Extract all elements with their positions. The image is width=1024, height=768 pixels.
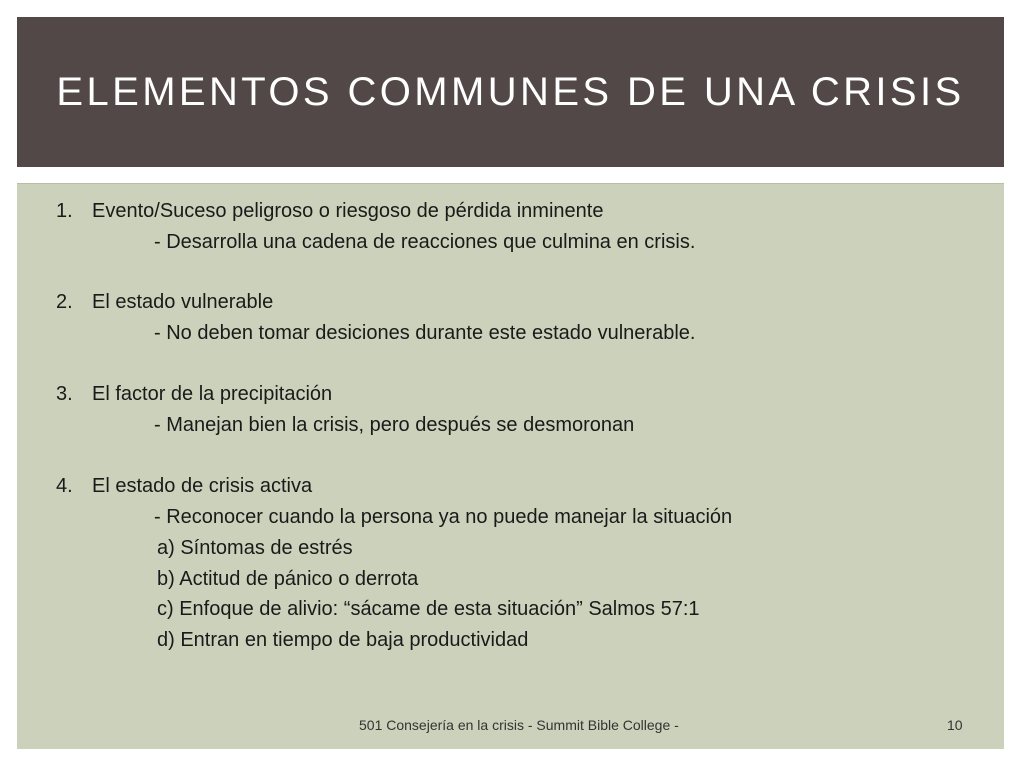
item-number: 1. [56, 200, 73, 222]
item-heading: El factor de la precipitación [92, 383, 333, 405]
item-detail: - Reconocer cuando la persona ya no puede manejar la situación [154, 506, 733, 528]
page-number: 10 [947, 717, 963, 733]
item-number: 2. [56, 291, 73, 313]
content-box [17, 183, 1004, 749]
item-number: 3. [56, 383, 73, 405]
item-number: 4. [56, 475, 73, 497]
item-detail: - Desarrolla una cadena de reacciones que culmina en crisis. [154, 231, 696, 253]
item-subpoint: b) Actitud de pánico o derrota [157, 568, 419, 590]
item-detail: - Manejan bien la crisis, pero después se desmoronan [154, 414, 635, 436]
title-bar [17, 17, 1004, 167]
item-heading: El estado de crisis activa [92, 475, 313, 497]
item-subpoint: c) Enfoque de alivio: “sácame de esta situación” Salmos 57:1 [157, 598, 700, 620]
slide-title: ELEMENTOS COMMUNES DE UNA CRISIS [56, 69, 965, 114]
item-heading: El estado vulnerable [92, 291, 274, 313]
item-subpoint: a) Síntomas de estrés [157, 537, 353, 559]
item-detail: - No deben tomar desiciones durante este estado vulnerable. [154, 322, 696, 344]
item-subpoint: d) Entran en tiempo de baja productividad [157, 629, 529, 651]
footer-course: 501 Consejería en la crisis - Summit Bible College - [359, 717, 679, 733]
item-heading: Evento/Suceso peligroso o riesgoso de pérdida inminente [92, 200, 604, 222]
